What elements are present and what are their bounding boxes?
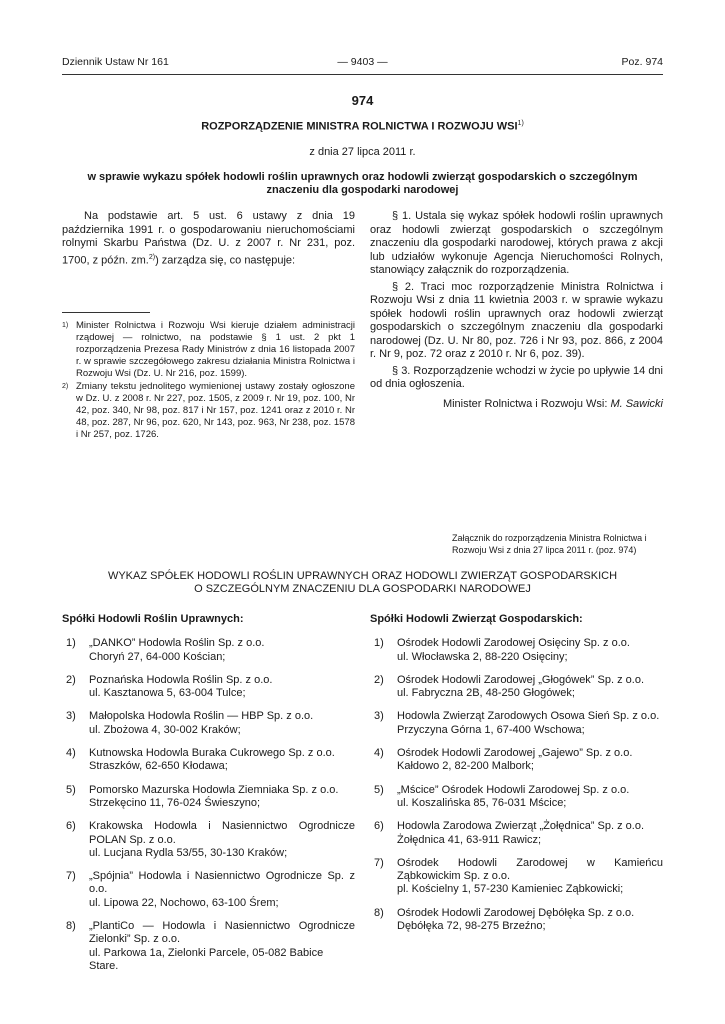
animal-list-heading: Spółki Hodowli Zwierząt Gospodarskich: <box>370 613 583 625</box>
company-address: Dębółęka 72, 98-275 Brzeźno; <box>397 920 546 933</box>
company-address: ul. Kasztanowa 5, 63-004 Tulce; <box>89 687 246 700</box>
footnote-divider <box>62 312 150 313</box>
item-number: 8) <box>374 906 384 919</box>
title-footnote-ref: 1) <box>517 120 524 127</box>
company-name: „Mścice” Ośrodek Hodowli Zarodowej Sp. z o.o. <box>397 783 630 796</box>
company-name: Krakowska Hodowla i Nasiennictwo Ogrodnicze POLAN Sp. z o.o. <box>89 820 355 846</box>
company-name: Hodowla Zwierząt Zarodowych Osowa Sień Sp. z o.o. <box>397 710 660 723</box>
item-number: 8) <box>66 920 76 933</box>
company-name: „PlantiCo — Hodowla i Nasiennictwo Ogrodnicze Zielonki” Sp. z o.o. <box>89 920 355 946</box>
paragraph-1: § 1. Ustala się wykaz spółek hodowli roślin uprawnych oraz hodowli zwierząt gospodarskich o szczególnym znaczeniu dla gospodarki narodowej, których prawa z akcji lub udziałów wykonuje Agencja Nieruchomości Rolnych, stanowiący załącznik do rozporządzenia. <box>370 210 663 276</box>
company-address: ul. Lipowa 22, Nochowo, 63-100 Śrem; <box>89 896 279 909</box>
header-divider <box>62 74 663 75</box>
list-item <box>62 820 355 860</box>
footnote <box>62 320 355 380</box>
item-number: 3) <box>66 710 76 723</box>
preamble-footnote-ref: 2) <box>148 253 156 261</box>
company-address: ul. Parkowa 1a, Zielonki Parcele, 05-082 Babice Stare. <box>89 946 324 972</box>
company-name: Ośrodek Hodowli Zarodowej w Kamieńcu Ząbkowickim Sp. z o.o. <box>397 856 663 883</box>
footnote-mark: 1) <box>62 322 69 329</box>
act-date: z dnia 27 lipca 2011 r. <box>309 146 416 158</box>
signature-role: Minister Rolnictwa i Rozwoju Wsi: <box>442 397 611 410</box>
company-name: Ośrodek Hodowli Zarodowej „Głogówek” Sp. z o.o. <box>397 673 644 686</box>
company-address: Strzekęcino 11, 76-024 Świeszyno; <box>89 796 260 809</box>
company-name: Pomorsko Mazurska Hodowla Ziemniaka Sp. z o.o. <box>89 783 339 796</box>
footnotes <box>62 320 355 442</box>
company-name: Kutnowska Hodowla Buraka Cukrowego Sp. z o.o. <box>89 747 335 760</box>
footnote-mark: 2) <box>62 383 69 390</box>
list-item <box>370 907 663 934</box>
list-item <box>62 747 355 774</box>
act-subject: w sprawie wykazu spółek hodowli roślin uprawnych oraz hodowli zwierząt gospodarskich o szczególnym znaczeniu dla gospodarki narodowej <box>87 171 638 196</box>
company-address: pl. Kościelny 1, 57-230 Kamieniec Ząbkowicki; <box>397 883 624 896</box>
paragraphs-column <box>370 210 663 414</box>
list-item <box>370 710 663 737</box>
item-number: 6) <box>374 820 384 833</box>
item-number: 4) <box>66 747 76 760</box>
list-item <box>62 637 355 664</box>
item-number: 7) <box>66 870 76 883</box>
company-address: ul. Koszalińska 85, 76-031 Mścice; <box>397 796 567 809</box>
item-number: 3) <box>374 710 384 723</box>
company-name: Ośrodek Hodowli Zarodowej Dębółęka Sp. z o.o. <box>397 906 635 919</box>
list-item <box>62 710 355 737</box>
list-item <box>370 820 663 847</box>
company-name: Hodowla Zarodowa Zwierząt „Żołędnica” Sp. z o.o. <box>397 820 644 833</box>
item-number: 4) <box>374 747 384 760</box>
list-item <box>370 784 663 811</box>
company-address: ul. Zbożowa 4, 30-002 Kraków; <box>89 723 241 736</box>
item-number: 1) <box>374 637 384 650</box>
company-name: Poznańska Hodowla Roślin Sp. z o.o. <box>89 673 273 686</box>
item-number: 2) <box>374 673 384 686</box>
annex-note: Załącznik do rozporządzenia Ministra Rolnictwa i Rozwoju Wsi z dnia 27 lipca 2011 r. (poz. 974) <box>452 533 647 555</box>
company-name: „DANKO” Hodowla Roślin Sp. z o.o. <box>89 637 265 650</box>
company-address: ul. Fabryczna 2B, 48-250 Głogówek; <box>397 687 575 700</box>
paragraph-2: § 2. Traci moc rozporządzenie Ministra Rolnictwa i Rozwoju Wsi z dnia 11 kwietnia 2003 r. w sprawie wykazu spółek hodowli roślin uprawnych oraz hodowli zwierząt gospodarskich o szczególnym znaczeniu dla gospodarki narodowej (Dz. U. Nr 80, poz. 726 i Nr 93, poz. 866, z 2004 r. Nr 9, poz. 72 oraz z 2010 r. Nr 6, poz. 39). <box>370 280 663 360</box>
signature <box>370 398 663 412</box>
item-number: 6) <box>66 820 76 833</box>
item-number: 1) <box>66 637 76 650</box>
company-address: Choryń 27, 64-000 Kościan; <box>89 650 226 663</box>
preamble <box>62 210 355 268</box>
company-address: Przyczyna Górna 1, 67-400 Wschowa; <box>397 723 585 736</box>
company-name: „Spójnia” Hodowla i Nasiennictwo Ogrodnicze Sp. z o.o. <box>89 870 355 896</box>
list-item <box>62 920 355 973</box>
company-name: Ośrodek Hodowli Zarodowej Osięciny Sp. z o.o. <box>397 637 630 650</box>
act-title-text: ROZPORZĄDZENIE MINISTRA ROLNICTWA I ROZWOJU WSI <box>201 120 518 133</box>
plant-companies-list <box>62 613 355 983</box>
annex-title-line-2: O SZCZEGÓLNYM ZNACZENIU DLA GOSPODARKI NARODOWEJ <box>194 583 531 595</box>
signature-name: M. Sawicki <box>610 397 663 410</box>
plant-list-heading: Spółki Hodowli Roślin Uprawnych: <box>62 613 244 625</box>
paragraph-3: § 3. Rozporządzenie wchodzi w życie po upływie 14 dni od dnia ogłoszenia. <box>370 364 663 390</box>
preamble-text-b: ) zarządza się, co następuje: <box>155 254 296 267</box>
act-number: 974 <box>351 93 374 108</box>
page-number: — 9403 — <box>337 56 388 68</box>
company-address: Kałdowo 2, 82-200 Malbork; <box>397 760 534 773</box>
page-header <box>62 56 663 70</box>
company-address: Żołędnica 41, 63-911 Rawicz; <box>397 833 542 846</box>
company-address: Straszków, 62-650 Kłodawa; <box>89 760 228 773</box>
journal-name: Dziennik Ustaw Nr 161 <box>62 56 169 68</box>
list-item <box>370 857 663 897</box>
item-number: 7) <box>374 856 384 869</box>
company-address: ul. Włocławska 2, 88-220 Osięciny; <box>397 650 568 663</box>
company-name: Ośrodek Hodowli Zarodowej „Gajewo” Sp. z o.o. <box>397 747 633 760</box>
company-name: Małopolska Hodowla Roślin — HBP Sp. z o.o. <box>89 710 314 723</box>
footnote-text: Minister Rolnictwa i Rozwoju Wsi kieruje działem administracji rządowej — rolnictwo, na podstawie § 1 ust. 2 pkt 1 rozporządzenia Prezesa Rady Ministrów z dnia 16 listopada 2007 r. w sprawie szczegółowego zakresu działania Ministra Rolnictwa i Rozwoju Wsi (Dz. U. Nr 216, poz. 1599). <box>76 320 355 379</box>
preamble-column <box>62 210 355 268</box>
annex-title-line-1: WYKAZ SPÓŁEK HODOWLI ROŚLIN UPRAWNYCH ORAZ HODOWLI ZWIERZĄT GOSPODARSKICH <box>107 570 618 582</box>
list-item <box>62 674 355 701</box>
footnote <box>62 381 355 441</box>
footnote-text: Zmiany tekstu jednolitego wymienionej ustawy zostały ogłoszone w Dz. U. z 2008 r. Nr 227, poz. 1505, z 2009 r. Nr 19, poz. 100, Nr 42, poz. 340, Nr 98, poz. 817 i Nr 157, poz. 1241 oraz z 2010 r. Nr 48, poz. 287, Nr 96, poz. 620, Nr 143, poz. 963, Nr 238, poz. 1578 i Nr 257, poz. 1726. <box>76 381 355 440</box>
list-item <box>62 870 355 910</box>
position-number: Poz. 974 <box>621 56 663 68</box>
item-number: 2) <box>66 673 76 686</box>
item-number: 5) <box>66 783 76 796</box>
list-item <box>370 637 663 664</box>
item-number: 5) <box>374 783 384 796</box>
preamble-text-a: Na podstawie art. 5 ust. 6 ustawy z dnia 19 października 1991 r. o gospodarowaniu nieruchomościami rolnymi Skarbu Państwa (Dz. U. z 2007 r. Nr 231, poz. 1700, z późn. zm. <box>62 210 355 267</box>
list-item <box>62 784 355 811</box>
list-item <box>370 674 663 701</box>
act-title <box>0 120 725 133</box>
annex-title <box>0 570 725 596</box>
list-item <box>370 747 663 774</box>
animal-companies-list <box>370 613 663 943</box>
company-address: ul. Lucjana Rydla 53/55, 30-130 Kraków; <box>89 846 288 859</box>
